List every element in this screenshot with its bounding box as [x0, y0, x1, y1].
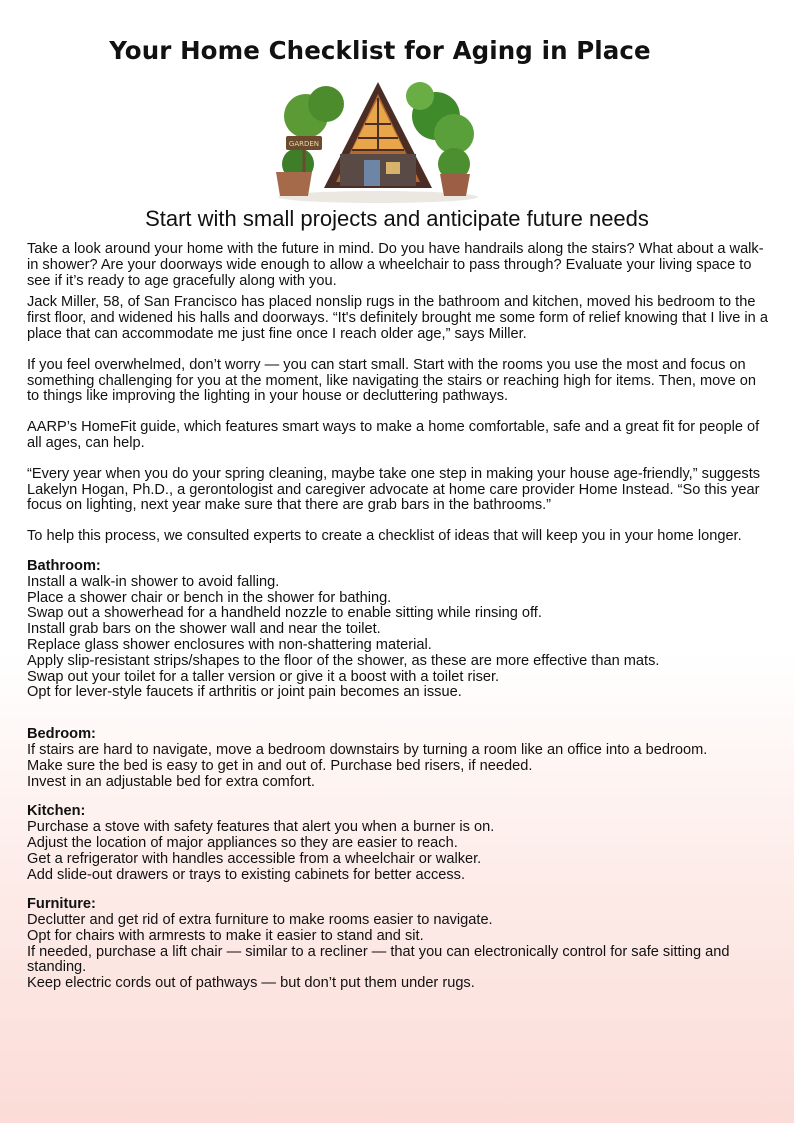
list-item: Purchase a stove with safety features that alert you when a burner is on.: [27, 819, 495, 836]
list-item: If stairs are hard to navigate, move a bedroom downstairs by turning a room like an office into a bedroom.: [27, 741, 708, 758]
furniture-heading: Furniture:: [27, 896, 96, 913]
list-item: Swap out your toilet for a taller version or give it a boost with a toilet riser.: [27, 668, 500, 685]
bedroom-section: [27, 727, 772, 790]
list-item: Replace glass shower enclosures with non-shattering material.: [27, 636, 432, 653]
homefit-paragraph: AARP’s HomeFit guide, which features smart ways to make a home comfortable, safe and a great fit for people of all ages, can help.: [27, 419, 760, 451]
list-item: Declutter and get rid of extra furniture to make rooms easier to navigate.: [27, 912, 493, 929]
checklist-intro-paragraph: To help this process, we consulted experts to create a checklist of ideas that will keep you in your home longer.: [27, 528, 742, 545]
list-item: Add slide-out drawers or trays to existing cabinets for better access.: [27, 866, 466, 883]
list-item: Opt for lever-style faucets if arthritis or joint pain becomes an issue.: [27, 684, 462, 701]
garden-sign-text: GARDEN: [288, 140, 320, 148]
list-item: Install a walk-in shower to avoid falling.: [27, 573, 280, 590]
bedroom-heading: Bedroom:: [27, 726, 96, 743]
bathroom-list: [27, 575, 772, 701]
list-item: Get a refrigerator with handles accessible from a wheelchair or walker.: [27, 850, 482, 867]
bedroom-list: [27, 743, 772, 790]
article-body: [27, 242, 772, 992]
kitchen-list: [27, 820, 772, 883]
list-item: Apply slip-resistant strips/shapes to the floor of the shower, as these are more effective than mats.: [27, 652, 660, 669]
a-frame-house-icon: [268, 76, 488, 204]
list-item: Opt for chairs with armrests to make it easier to stand and sit.: [27, 927, 424, 944]
list-item: Install grab bars on the shower wall and near the toilet.: [27, 621, 381, 638]
list-item: Place a shower chair or bench in the shower for bathing.: [27, 589, 392, 606]
start-small-paragraph: If you feel overwhelmed, don’t worry — you can start small. Start with the rooms you use the most and focus on something challenging for you at the moment, like navigating the stairs or reaching high for items. Then, move on to things like improving the lighting in your house or decluttering pathways.: [27, 356, 757, 405]
hogan-quote-paragraph: “Every year when you do your spring cleaning, maybe take one step in making your house age-friendly,” suggests Lakelyn Hogan, Ph.D., a gerontologist and caregiver advocate at home care provider Home Instead. “So this year focus on lighting, next year make sure that there are grab bars in the bathrooms.”: [27, 465, 761, 514]
house-illustration: [268, 76, 488, 204]
miller-paragraph: Jack Miller, 58, of San Francisco has placed nonslip rugs in the bathroom and kitchen, moved his bedroom to the first floor, and widened his halls and doorways. “It's definitely brought me some form of relief knowing that I live in a place that can accommodate me just fine once I reach older age,” says Miller.: [27, 294, 768, 342]
list-item: Swap out a showerhead for a handheld nozzle to enable sitting while rinsing off.: [27, 605, 542, 622]
list-item: Adjust the location of major appliances so they are easier to reach.: [27, 834, 458, 851]
list-item: If needed, purchase a lift chair — similar to a recliner — that you can electronically control for safe sitting and standing.: [27, 943, 730, 976]
bathroom-section: [27, 559, 772, 701]
list-item: Keep electric cords out of pathways — but don’t put them under rugs.: [27, 975, 475, 992]
intro-paragraph: Take a look around your home with the future in mind. Do you have handrails along the stairs? What about a walk-in shower? Are your doorways wide enough to allow a wheelchair to pass through? Evaluate your living space to see if it’s ready to age gracefully along with you.: [27, 241, 764, 289]
page-subtitle: Start with small projects and anticipate future needs: [145, 206, 649, 231]
page-title: Your Home Checklist for Aging in Place: [109, 36, 651, 65]
list-item: Invest in an adjustable bed for extra comfort.: [27, 773, 315, 790]
kitchen-section: [27, 804, 772, 883]
kitchen-heading: Kitchen:: [27, 803, 86, 820]
bathroom-heading: Bathroom:: [27, 557, 101, 574]
list-item: Make sure the bed is easy to get in and out of. Purchase bed risers, if needed.: [27, 757, 533, 774]
furniture-section: [27, 897, 772, 992]
furniture-list: [27, 913, 772, 992]
